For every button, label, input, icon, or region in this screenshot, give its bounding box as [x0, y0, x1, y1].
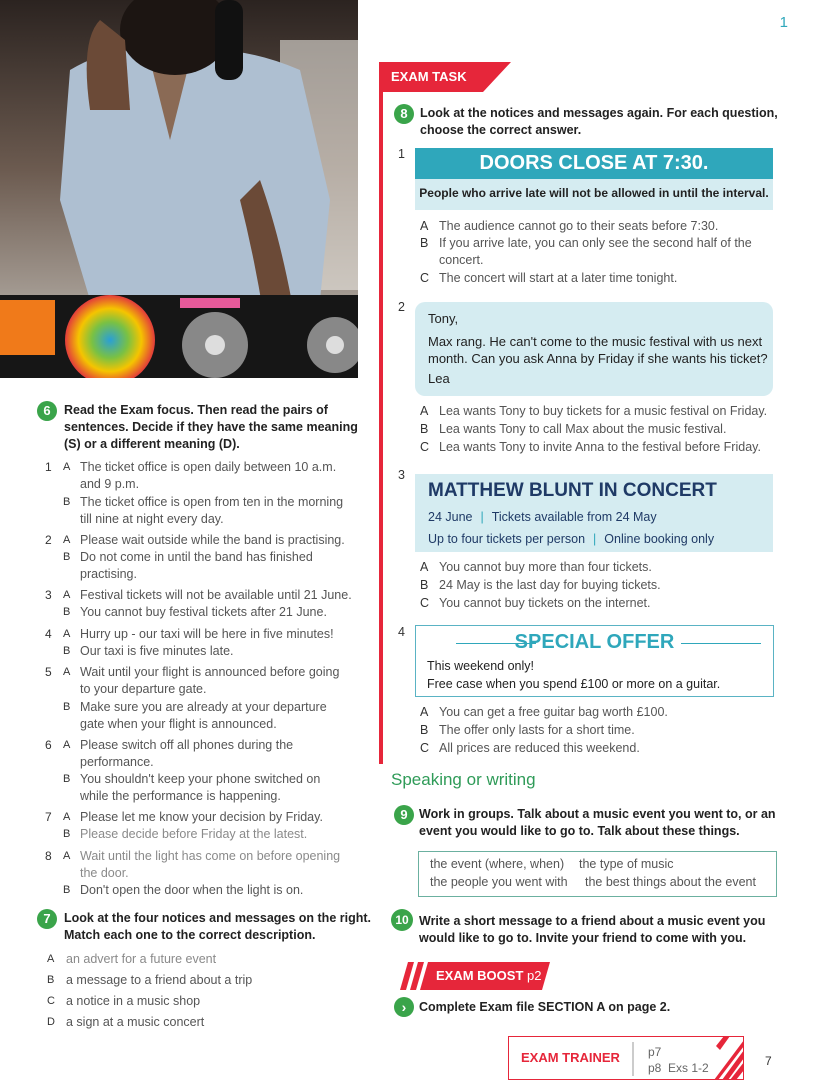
- pair-sentence: The ticket office is open from ten in the morning till nine at night every day.: [80, 495, 344, 526]
- pair-sentence: Festival tickets will not be available until 21 June.: [80, 588, 352, 602]
- exercise-9-badge: 9: [394, 805, 414, 825]
- pair-number: 8: [45, 849, 52, 863]
- pair-sentence: Please wait outside while the band is practising.: [80, 533, 345, 547]
- pair-letter-b: B: [63, 645, 71, 657]
- answer-option-a: A The audience cannot go to their seats before 7:30.: [420, 219, 719, 233]
- description-item: an advert for a future event: [66, 952, 217, 966]
- special-offer-notice: [415, 625, 774, 697]
- exercise-8-badge: 8: [394, 104, 414, 124]
- answer-option-b: B Lea wants Tony to call Max about the music festival.: [420, 422, 727, 436]
- message-greeting: Tony,: [428, 311, 459, 326]
- pair-letter-b: B: [63, 496, 71, 508]
- exam-trainer-ref-1: p7: [648, 1045, 662, 1059]
- pair-number: 5: [45, 665, 52, 679]
- sign-headline: DOORS CLOSE AT 7:30.: [415, 148, 773, 179]
- pair-sentence: Wait until your flight is announced before going to your departure gate.: [80, 665, 340, 696]
- exam-task-bar: [379, 62, 383, 764]
- description-item: a notice in a music shop: [66, 994, 201, 1008]
- concert-advert: [415, 474, 773, 552]
- pair-letter-b: B: [63, 606, 71, 618]
- chevron-right-icon: ›: [394, 997, 414, 1017]
- exam-boost-label: EXAM BOOST p2: [394, 962, 550, 990]
- answer-option-b: B The offer only lasts for a short time.: [420, 723, 635, 737]
- pair-letter-a: A: [63, 811, 71, 823]
- description-letter: A: [47, 953, 55, 965]
- exercise-10-badge: 10: [391, 909, 413, 931]
- answer-option-b: B If you arrive late, you can only see the second half of the: [420, 236, 752, 250]
- description-item: a message to a friend about a trip: [66, 973, 253, 987]
- discussion-prompts-box: [418, 851, 777, 897]
- pair-sentence: Do not come in until the band has finished practising.: [80, 550, 313, 581]
- offer-headline: SPECIAL OFFER: [514, 631, 675, 653]
- question-number: 4: [398, 625, 405, 639]
- prompt-item: the type of music: [579, 857, 674, 871]
- pair-letter-a: A: [63, 666, 71, 678]
- pair-sentence: Please switch off all phones during the performance.: [80, 738, 294, 769]
- pair-letter-b: B: [63, 884, 71, 896]
- message-note: [415, 302, 773, 396]
- exam-trainer-reference: [508, 1036, 744, 1080]
- pair-sentence: The ticket office is open daily between 10 a.m. and 9 p.m.: [80, 460, 337, 491]
- answer-option-c: C Lea wants Tony to invite Anna to the festival before Friday.: [420, 440, 761, 454]
- pair-number: 1: [45, 460, 52, 474]
- answer-option-a: A You can get a free guitar bag worth £100.: [420, 705, 668, 719]
- question-number: 2: [398, 300, 405, 314]
- answer-option-a: A Lea wants Tony to buy tickets for a music festival on Friday.: [420, 404, 768, 418]
- pair-letter-a: A: [63, 589, 71, 601]
- page-number-bottom: 7: [765, 1054, 772, 1068]
- pair-sentence: Wait until the light has come on before opening the door.: [80, 849, 341, 880]
- pair-sentence: Make sure you are already at your departure gate when your flight is announced.: [80, 700, 327, 731]
- answer-option-a: A You cannot buy more than four tickets.: [420, 560, 652, 574]
- exam-trainer-title: EXAM TRAINER: [521, 1050, 620, 1065]
- exercise-6-instruction: Read the Exam focus. Then read the pairs of sentences. Decide if they have the same meaning (S) or a different meaning (D).: [64, 403, 358, 451]
- exercise-8-instruction: Look at the notices and messages again. For each question, choose the correct answer.: [420, 106, 778, 137]
- pair-number: 6: [45, 738, 52, 752]
- pair-sentence: Please let me know your decision by Friday.: [80, 810, 323, 824]
- pair-number: 3: [45, 588, 52, 602]
- advert-headline: MATTHEW BLUNT IN CONCERT: [428, 480, 717, 501]
- dj-photo: [0, 0, 358, 378]
- pair-letter-a: A: [63, 461, 71, 473]
- pair-letter-b: B: [63, 701, 71, 713]
- prompt-item: the event (where, when): [430, 857, 565, 871]
- pair-sentence: You cannot buy festival tickets after 21 June.: [80, 605, 327, 619]
- message-signature: Lea: [428, 371, 450, 386]
- question-number: 1: [398, 147, 405, 161]
- doors-close-sign: [415, 148, 773, 210]
- exercise-10-instruction: Write a short message to a friend about a music event you would like to go to. Invite your friend to come with you.: [419, 914, 766, 945]
- advert-line-2: Up to four tickets per person | Online booking only: [428, 532, 715, 546]
- description-letter: C: [47, 995, 55, 1007]
- pair-letter-a: A: [63, 628, 71, 640]
- pair-number: 4: [45, 627, 52, 641]
- pair-number: 2: [45, 533, 52, 547]
- offer-rule-right: [681, 643, 761, 644]
- message-body: Max rang. He can't come to the music festival with us next month. Can you ask Anna by Friday if she wants his ticket?: [428, 334, 768, 366]
- answer-option-b-cont: concert.: [439, 253, 484, 267]
- exam-file-instruction: Complete Exam file SECTION A on page 2.: [419, 1000, 671, 1014]
- answer-option-c: C All prices are reduced this weekend.: [420, 741, 640, 755]
- pair-letter-b: B: [63, 773, 71, 785]
- description-letter: D: [47, 1016, 55, 1028]
- sign-subline: People who arrive late will not be allowed in until the interval.: [419, 186, 769, 200]
- exercise-7-badge: 7: [37, 909, 57, 929]
- answer-option-b: B 24 May is the last day for buying tickets.: [420, 578, 661, 592]
- exam-task-label: EXAM TASK: [379, 62, 511, 92]
- pair-number: 7: [45, 810, 52, 824]
- exercise-6-badge: 6: [37, 401, 57, 421]
- advert-line-1: 24 June | Tickets available from 24 May: [428, 510, 657, 524]
- page-number-top: 1: [779, 14, 788, 31]
- section-heading: Speaking or writing: [391, 770, 536, 789]
- pair-sentence: Don't open the door when the light is on.: [80, 883, 304, 897]
- pair-sentence: Our taxi is five minutes late.: [80, 644, 234, 658]
- pair-letter-a: A: [63, 534, 71, 546]
- pair-letter-a: A: [63, 850, 71, 862]
- pair-letter-b: B: [63, 828, 71, 840]
- prompt-item: the people you went with: [430, 875, 568, 889]
- pair-sentence: You shouldn't keep your phone switched on while the performance is happening.: [80, 772, 321, 803]
- exercise-7-instruction: Look at the four notices and messages on the right. Match each one to the correct description.: [64, 911, 371, 942]
- offer-line-2: Free case when you spend £100 or more on a guitar.: [427, 677, 721, 691]
- pair-sentence: Please decide before Friday at the latest.: [80, 827, 308, 841]
- description-letter: B: [47, 974, 55, 986]
- offer-line-1: This weekend only!: [427, 659, 535, 673]
- pair-letter-b: B: [63, 551, 71, 563]
- exam-trainer-ref-2: p8 Exs 1-2: [648, 1061, 709, 1075]
- pair-letter-a: A: [63, 739, 71, 751]
- prompt-item: the best things about the event: [585, 875, 756, 889]
- pair-sentence: Hurry up - our taxi will be here in five minutes!: [80, 627, 334, 641]
- answer-option-c: C The concert will start at a later time tonight.: [420, 271, 678, 285]
- exercise-9-instruction: Work in groups. Talk about a music event you went to, or an event you would like to go to. Talk about these things.: [419, 807, 776, 838]
- question-number: 3: [398, 468, 405, 482]
- answer-option-c: C You cannot buy tickets on the internet.: [420, 596, 651, 610]
- description-item: a sign at a music concert: [66, 1015, 205, 1029]
- dj-illustration: [0, 0, 358, 378]
